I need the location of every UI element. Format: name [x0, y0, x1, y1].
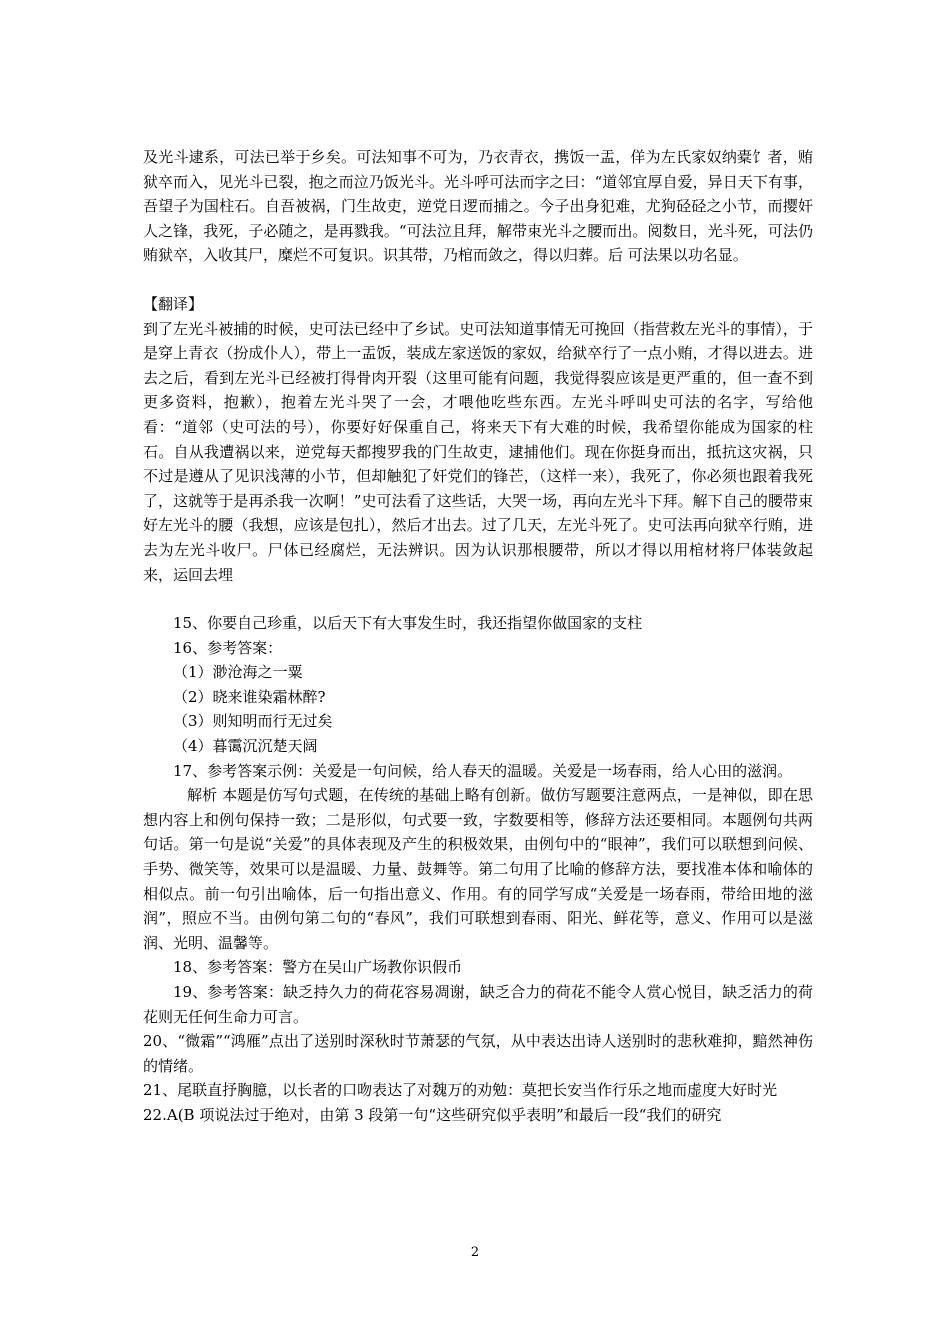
translation-text: 到了左光斗被捕的时候，史可法已经中了乡试。史可法知道事情无可挽回（指营救左光斗的事情），于是穿上青衣（扮成仆人），带上一盂饭，装成左家送饭的家奴，给狱卒行了一点小贿，才得以进去。进去之后，看到左光斗已经被打得骨肉开裂（这里可能有问题，我觉得裂应该是更严重的，但一查不到更多资料，抱歉），抱着左光斗哭了一会，才喂他吃些东西。左光斗呼叫史可法的名字，写给他看：“道邻（史可法的号），你要好好保重自己，将来天下有大难的时候，我希望你能成为国家的柱石。自从我遭祸以来，逆党每天都搜罗我的门生故吏，逮捕他们。现在你挺身而出，抵抗这灾祸，只不过是遵从了见识浅薄的小节，但却触犯了奸党们的锋芒，（这样一来），我死了，你必须也跟着我死了，这就等于是再杀我一次啊！”史可法看了这些话，大哭一场，再向左光斗下拜。解下自己的腰带束好左光斗的腰（我想，应该是包扎），然后才出去。过了几天，左光斗死了。史可法再向狱卒行贿，进去为左光斗收尸。尸体已经腐烂，无法辨识。因为认识那根腰带，所以才得以用棺材将尸体装敛起来，运回去埋	[143, 319, 813, 584]
page-number: 2	[470, 1245, 480, 1260]
answer-16-item: （3）则知明而行无过矣	[173, 712, 333, 731]
answer-15: 15、你要自己珍重，以后天下有大事发生时，我还指望你做国家的支柱	[173, 614, 643, 633]
answer-22: 22.A(B 项说法过于绝对，由第 3 段第一句“这些研究似乎表明”和最后一段“我们的研究	[143, 1105, 722, 1124]
answer-17-analysis: 解析 本题是仿写句式题，在传统的基础上略有创新。做仿写题要注意两点，一是神似，即在思想内容上和例句保持一致；二是形似，句式要一致，字数要相等，修辞方法还要相同。本题例句共两句话。第一句是说“关爱”的具体表现及产生的积极效果，由例句中的“眼神”，我们可以联想到问候、手势、微笑等，效果可以是温暖、力量、鼓舞等。第二句用了比喻的修辞方法，要找准本体和喻体的相似点。前一句引出喻体，后一句指出意义、作用。有的同学写成“关爱是一场春雨，带给田地的滋润”，照应不当。由例句第二句的“春风”，我们可联想到春雨、阳光、鲜花等，意义、作用可以是滋润、光明、温馨等。	[143, 786, 813, 952]
answer-20: 20、“微霜”“鸿雁”点出了送别时深秋时节萧瑟的气氛，从中表达出诗人送别时的悲秋难抑，黯然神伤的情绪。	[143, 1032, 813, 1075]
answer-17: 17、参考答案示例：关爱是一句问候，给人春天的温暖。关爱是一场春雨，给人心田的滋润。	[173, 761, 793, 780]
answer-18: 18、参考答案：警方在吴山广场教你识假币	[173, 958, 463, 977]
spacer	[143, 268, 813, 292]
answer-16-title: 16、参考答案：	[173, 638, 283, 657]
classical-passage: 及光斗逮系，可法已举于乡矣。可法知事不可为，乃衣青衣，携饭一盂，佯为左氏家奴纳橐饣者，贿狱卒而入，见光斗已裂，抱之而泣乃饭光斗。光斗呼可法而字之曰：“道邻宜厚自爱，异日天下有事，吾望子为国柱石。自吾被祸，门生故吏，逆党日逻而捕之。今子出身犯难，尤狗硁硁之小节，而撄奸人之锋，我死，子必随之，是再戮我。“可法泣且拜，解带束光斗之腰而出。阅数日，光斗死，可法仍贿狱卒，入收其尸，糜烂不可复识。识其带，乃棺而敛之，得以归葬。后 可法果以功名显。	[143, 148, 813, 265]
spacer	[143, 587, 813, 611]
answer-16-item: （4）暮霭沉沉楚天阔	[173, 737, 318, 756]
answer-16-item: （1）渺沧海之一粟	[173, 663, 303, 682]
translation-heading: 【翻译】	[143, 294, 204, 313]
document-body	[143, 145, 813, 1128]
answer-19: 19、参考答案：缺乏持久力的荷花容易凋谢，缺乏合力的荷花不能令人赏心悦目，缺乏活力的荷花则无任何生命力可言。	[143, 983, 813, 1026]
answer-21: 21、尾联直抒胸臆，以长者的口吻表达了对魏万的劝勉：莫把长安当作行乐之地而虚度大好时光	[143, 1081, 778, 1100]
answer-16-item: （2）晓来谁染霜林醉?	[173, 687, 326, 706]
